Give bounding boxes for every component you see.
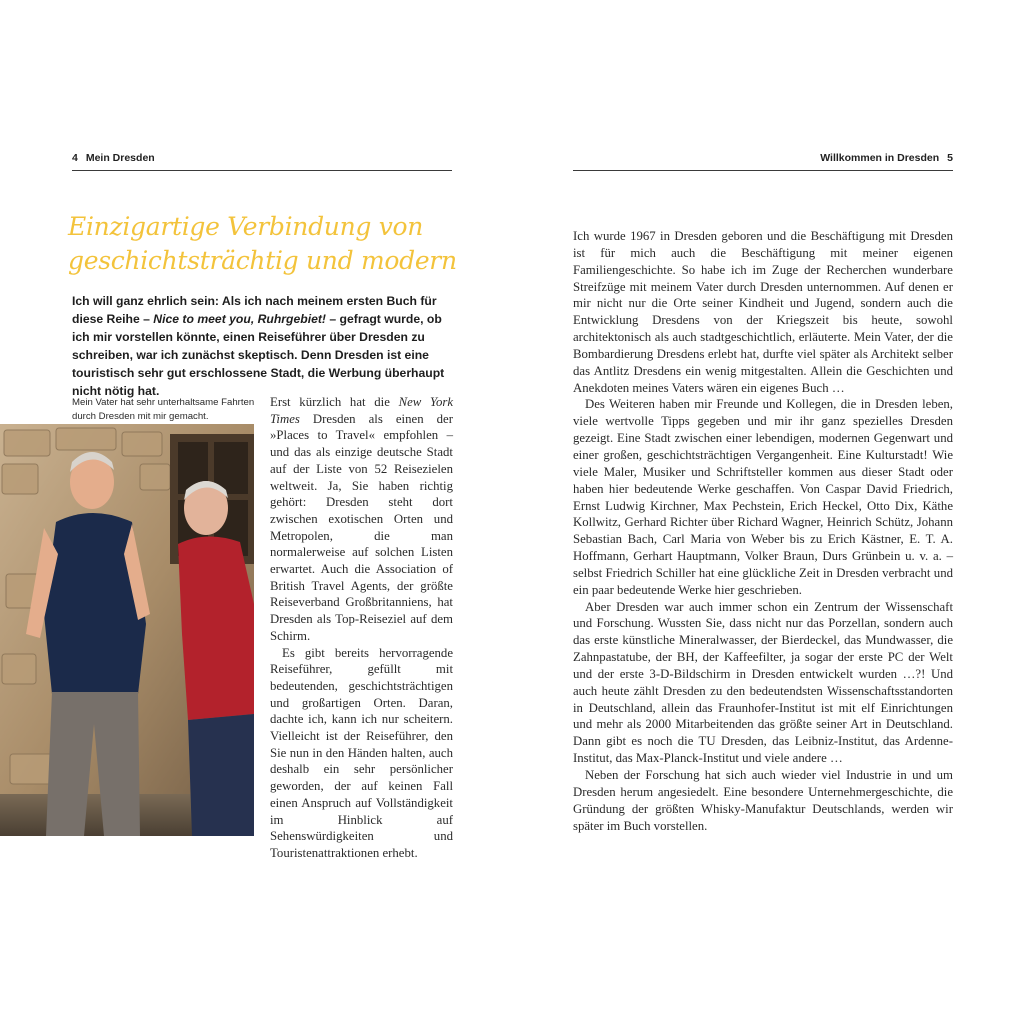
left-body-paragraph-1	[270, 394, 453, 645]
right-body-paragraph-4: Neben der Forschung hat sich auch wieder viel Industrie in und um Dresden herum angesiedelt. Eine besondere Unternehmergeschichte, die Gründung der größten Whisky-Manufaktur Deutschlands, werden wir später im Buch vorstellen.	[573, 768, 953, 833]
photo-caption: Mein Vater hat sehr unterhaltsame Fahrten durch Dresden mit mir gemacht.	[72, 397, 255, 422]
newspaper-name: New York Times	[270, 395, 454, 426]
right-body-paragraph-3: Aber Dresden war auch immer schon ein Zentrum der Wissenschaft und Forschung. Wussten Sie, dass nicht nur das Porzellan, sondern auch das erste künstliche Mineralwasser, der Bierdeckel, das Mundwasser, die Zahnpastatube, der BH, der Kaffeefilter, ja sogar der erste PC der Welt und der erste 3-D-Bildschirm in Dresden entwickelt wurden …?! Und auch heute zählt Dresden zu den bedeutendsten Wissenschaftsstandorten in Deutschland, allein das Fraunhofer-Institut ist mit elf Einrichtungen und mehr als 2000 Mitarbeitenden das größte seiner Art in Deutschland. Dann gibt es noch die TU Dresden, das Leibniz-Institut, das Ardenne-Institut, das Max-Planck-Institut und viele andere …	[573, 599, 953, 766]
right-header-title: Willkommen in Dresden	[820, 152, 940, 164]
left-body-paragraph-2: Es gibt bereits hervorragende Reiseführer, gefüllt mit bedeutenden, geschichtsträchtigen und großartigen Orten. Daran, dachte ich, kann ich nur scheitern. Vielleicht ist der Reiseführer, den Sie nun in den Händen halten, auch deshalb ein sehr persönlicher geworden, der auf keinen Fall einen Anspruch auf Vollständigkeit im Hinblick auf Sehenswürdigkeiten und Touristenattraktionen erhebt.	[270, 645, 453, 860]
left-page-number: 4	[72, 152, 78, 164]
right-body-paragraph-1: Ich wurde 1967 in Dresden geboren und die Beschäftigung mit Dresden ist für mich auch die Beschäftigung mit meiner eigenen Familiengeschichte. So habe ich im Zuge der Recherchen wunderbare Streifzüge mit meinem Vater durch Dresden unternommen. Auf denen er mir nicht nur die Orte seiner Kindheit und Jugend, sondern auch die Entwicklung Dresdens von der Kriegszeit bis heute, sowohl architektonisch als auch stadtgeschichtlich, erläuterte. Mein Vater, der die Bombardierung Dresdens erlebt hat, durfte viel später als Architekt selber das Antlitz Dresdens ein wenig mitgestalten. Allein die Geschichten und Anekdoten meines Vaters wären ein eigenes Buch …	[573, 229, 953, 395]
lead-text-2: – gefragt wurde, ob ich mir vorstellen könnte, einen Reiseführer über Dresden zu schreiben, war ich zunächst skeptisch. Denn Dresden ist eine touristisch sehr gut erschlossene Stadt, die Werbung überhaupt nicht nötig hat.	[72, 312, 445, 398]
left-header-title: Mein Dresden	[85, 152, 155, 164]
right-running-header	[573, 152, 953, 171]
series-title: Nice to meet you, Ruhrgebiet!	[153, 312, 326, 326]
lead-paragraph	[72, 292, 452, 400]
body-text: Erst kürzlich hat die	[270, 395, 399, 409]
chapter-headline: Einzigartige Verbindung von geschichtsträchtig und modern	[68, 212, 457, 275]
right-page-number: 5	[947, 152, 953, 164]
right-body-column	[573, 228, 953, 834]
lead-text-1: Ich will ganz ehrlich sein: Als ich nach meinem ersten Buch für diese Reihe –	[72, 294, 437, 326]
left-running-header	[72, 152, 452, 171]
photo-father-and-son	[0, 424, 254, 836]
left-body-column	[270, 394, 453, 862]
right-body-paragraph-2: Des Weiteren haben mir Freunde und Kollegen, die in Dresden leben, viele wertvolle Tipps gegeben und mir ihr ganz spezielles Dresden gezeigt. Eine Stadt zwischen einer lebendigen, modernen Gegenwart und einer großen, geschichtsträchtigen Vergangenheit. Eine Kulturstadt! Wie viele Maler, Musiker und Schriftsteller kommen aus dieser Stadt oder haben hier bedeutende Werke geschaffen. Von Caspar David Friedrich, Ernst Ludwig Kirchner, Max Pechstein, Erich Heckel, Otto Dix, Käthe Kollwitz, Gerhard Richter über Richard Wagner, Heinrich Schütz, Johann Sebastian Bach, Carl Maria von Weber bis zu Erich Kästner, E. T. A. Hoffmann, Gerhart Hauptmann, Volker Braun, Durs Grünbein u. v. a. – selbst Friedrich Schiller hat eine glückliche Zeit in Dresden verbracht und ein paar bedeutende Werke hier geschrieben.	[573, 397, 953, 597]
body-text: Dresden als einen der »Places to Travel« empfohlen – und das als einzige deutsche Stadt auf der Liste von 52 Reisezielen weltweit. Ja, Sie haben richtig gehört: Dresden steht dort zwischen exotischen Orten und Metropolen, die man normalerweise auf solchen Listen erwartet. Auch die Association of British Travel Agents, der größte Reiseverband Großbritanniens, hat Dresden als Top-Reiseziel auf dem Schirm.	[270, 411, 453, 643]
